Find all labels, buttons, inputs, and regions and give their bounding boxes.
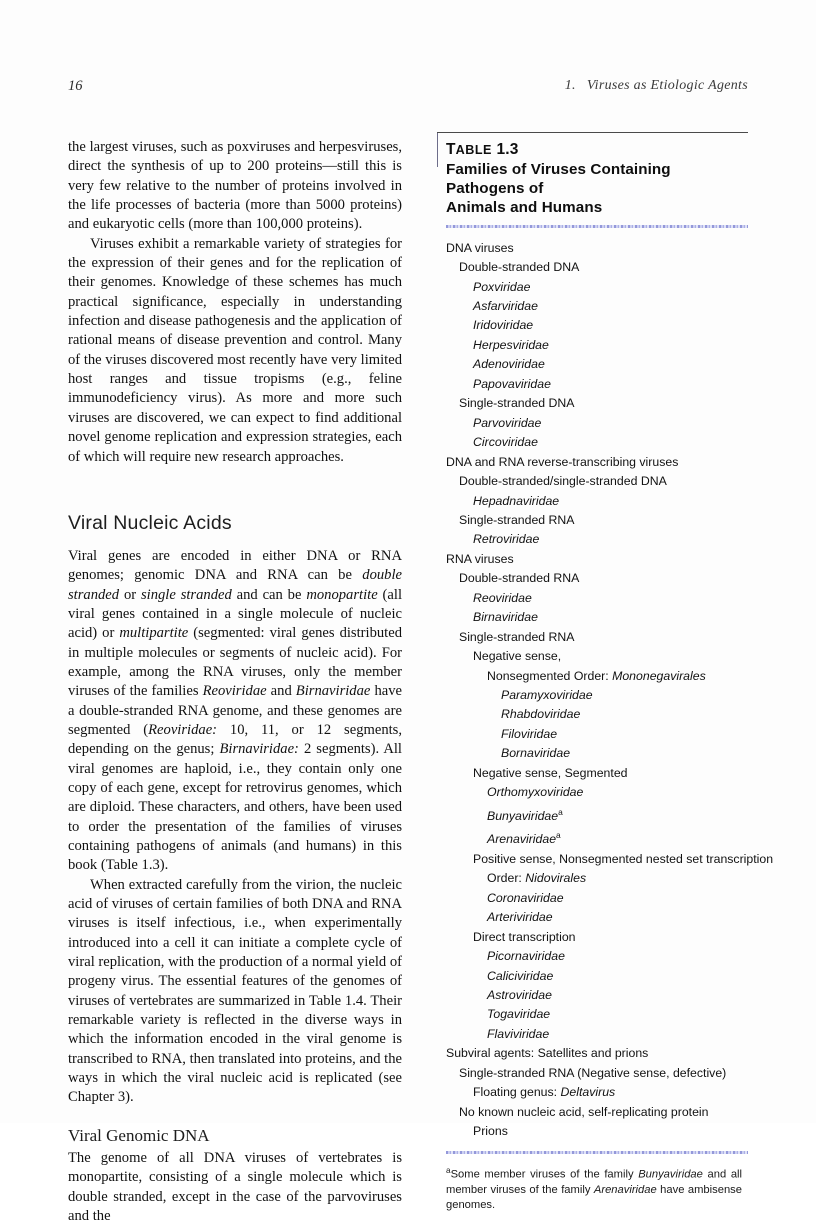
table-row: Single-stranded RNA (Negative sense, defective) [459,1065,727,1080]
chapter-number: 1. [564,78,576,93]
table-row: Papovaviridae [473,376,551,391]
table-row: Single-stranded RNA [459,512,575,527]
page-number: 16 [68,78,83,94]
table-label [446,140,748,160]
table-row: Caliciviridae [487,968,554,983]
table-row: RNA viruses [446,551,514,566]
heading-viral-nucleic-acids: Viral Nucleic Acids [68,511,232,534]
table-row: DNA viruses [446,240,514,255]
paragraph-viral-genes: Viral genes are encoded in either DNA or RNA genomes; genomic DNA and RNA can be double stranded or single stranded and can be monopartite (all viral genes contained in a single molecule of nucleic acid) or multipartite (segmented: viral genes distributed in multiple molecules or segments of nucleic acid). For example, among the RNA viruses, only the member viruses of the families Reoviridae and Birnaviridae have a double-stranded RNA genome, and these genomes are segmented (Reoviridae: 10, 11, or 12 segments, depending on the genus; Birnaviridae: 2 segments). All viral genomes are haploid, i.e., they contain only one copy of each gene, except for retrovirus genomes, which are diploid. These characters, and others, have been used to order the presentation of the families of viruses containing pathogens of animals (and humans) in this book (Table 1.3). [68,547,403,874]
paragraph-virus-strategies: Viruses exhibit a remarkable variety of strategies for the expression of their genes and for the replication of their genomes. Knowledge of these schemes has much practical significance, especially in understanding infection and disease pathogenesis and the application of rational means of disease prevention and control. Many of the viruses discovered most recently have very limited host ranges and tissue tropisms (e.g., feline immunodeficiency virus). As more and more such viruses are discovered, we can expect to find additional novel genome replication and expression strategies, each of which will require new research approaches. [68,235,402,465]
table-row: Direct transcription [473,929,576,944]
chapter-running-title [565,78,748,94]
paragraph-genomic-dna: The genome of all DNA viruses of vertebrates is monopartite, consisting of a single molecule which is double stranded, except in the case of the parvoviruses and the [68,1149,402,1224]
table-row: Single-stranded DNA [459,396,575,411]
table-row: Poxviridae [473,279,531,294]
table-row: Herpesviridae [473,337,549,352]
table-row: Floating genus: Deltavirus [473,1085,616,1100]
table-row: Paramyxoviridae [501,688,593,703]
table-row: Orthomyxoviridae [487,785,584,800]
table-footnote: $^a$Some member viruses of the family Bunyaviridae and all member viruses of the family Arenaviridae have ambisense genomes. [446,1165,743,1212]
table-row: Astroviridae [487,988,552,1003]
table-row: Arenaviridae$^a$ [487,830,561,847]
table-row: Rhabdoviridae [501,707,581,722]
table-rows-container [437,239,774,1142]
table-footer-divider [446,1151,748,1154]
spacer [68,1108,402,1125]
paragraph-extracted-nucleic-acid: When extracted carefully from the virion, the nucleic acid of viruses of certain families of both DNA and RNA viruses is itself infectious, i.e., when experimentally introduced into a cell it can initiate a complete cycle of viral replication, with the production of a normal yield of progeny virus. The essential features of the genomes of viruses of vertebrates are summarized in Table 1.4. Their remarkable variety is reflected in the diverse ways in which the information encoded in the viral genome is transcribed to RNA, then translated into proteins, and the ways in which the viral nucleic acid is replicated (see Chapter 3). [68,876,402,1106]
table-row: Flaviviridae [487,1026,550,1041]
table-row: Single-stranded RNA [459,629,575,644]
table-header-divider [446,225,748,228]
table-row: Reoviridae [473,590,532,605]
table-row: Arteriviridae [487,910,553,925]
table-label-prefix: T [446,141,456,158]
spacer [68,467,402,511]
table-row: Subviral agents: Satellites and prions [446,1046,649,1061]
table-row: Picornaviridae [487,949,565,964]
table-row: Negative sense, Segmented [473,765,628,780]
heading-viral-genomic-dna: Viral Genomic DNA [68,1125,210,1145]
table-row: Retroviridae [473,532,540,547]
table-box [437,132,774,1214]
spacer [68,535,402,547]
table-row: Asfarviridae [473,298,538,313]
table-top-rule [437,132,748,133]
table-row: Iridoviridae [473,318,534,333]
running-head [68,78,748,98]
table-row: Double-stranded RNA [459,571,580,586]
table-title-line-2: Animals and Humans [446,199,603,217]
table-caption [437,140,748,218]
table-row: Double-stranded DNA [459,260,580,275]
chapter-title-text: Viruses as Etiologic Agents [586,78,748,93]
table-row: Togaviridae [487,1007,551,1022]
table-row: Circoviridae [473,435,538,450]
table-row: Adenoviridae [473,357,545,372]
table-row: Parvoviridae [473,415,542,430]
table-row: DNA and RNA reverse-transcribing viruses [446,454,679,469]
paragraph-largest-viruses: the largest viruses, such as poxviruses and herpesviruses, direct the synthesis of up to 200 proteins—still this is very few relative to the number of proteins involved in the life processes of bacteria (more than 5000 proteins) and eukaryotic cells (more than 100,000 proteins). [68,139,402,233]
table-row: Hepadnaviridae [473,493,560,508]
table-row: Filoviridae [501,726,558,741]
table-row: Coronaviridae [487,890,564,905]
table-row: Negative sense, [473,649,562,664]
table-title-line-1: Families of Viruses Containing Pathogens of [446,161,671,198]
table-row: Bunyaviridae$^a$ [487,806,563,823]
table-row: No known nucleic acid, self-replicating protein [459,1104,709,1119]
table-row: Bornaviridae [501,746,571,761]
table-row: Nonsegmented Order: Mononegavirales [487,668,706,683]
table-row: Birnaviridae [473,610,538,625]
body-text-column [68,138,402,1226]
table-row: Double-stranded/single-stranded DNA [459,474,667,489]
table-left-tick [437,133,438,167]
table-row: Prions [473,1124,508,1139]
table-row: Order: Nidovirales [487,871,587,886]
table-row: Positive sense, Nonsegmented nested set transcription [473,851,774,866]
table-label-caps: ABLE [455,143,492,157]
table-number: 1.3 [496,141,519,158]
